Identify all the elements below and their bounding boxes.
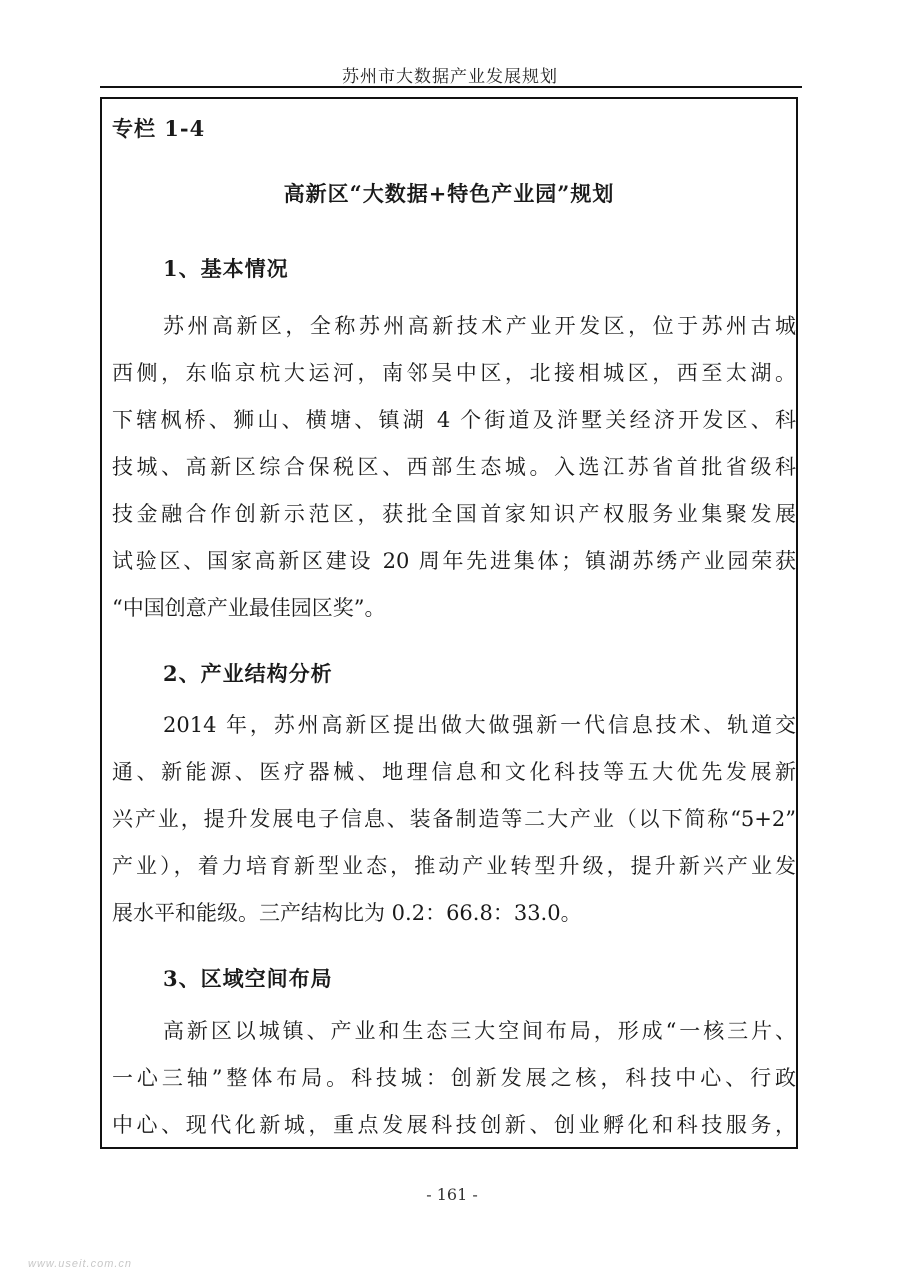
paragraph-line: “中国创意产业最佳园区奖”。 — [112, 596, 386, 620]
paragraph-line: 一心三轴”整体布局。科技城：创新发展之核，科技中心、行政 — [112, 1066, 796, 1090]
section-heading-layout: 3、区域空间布局 — [163, 966, 333, 991]
paragraph-line: 技城、高新区综合保税区、西部生态城。入选江苏省首批省级科 — [112, 455, 796, 479]
paragraph-line: 技金融合作创新示范区，获批全国首家知识产权服务业集聚发展 — [112, 502, 796, 526]
paragraph-line: 通、新能源、医疗器械、地理信息和文化科技等五大优先发展新 — [112, 760, 796, 784]
paragraph-line: 高新区以城镇、产业和生态三大空间布局，形成“一核三片、 — [163, 1019, 796, 1043]
section-heading-basic: 1、基本情况 — [163, 256, 289, 281]
box-title: 高新区“大数据+特色产业园”规划 — [283, 181, 615, 206]
watermark: www.useit.com.cn — [28, 1258, 133, 1270]
paragraph-line: 试验区、国家高新区建设 20 周年先进集体；镇湖苏绣产业园荣获 — [112, 549, 796, 573]
paragraph-line: 下辖枫桥、狮山、横塘、镇湖 4 个街道及浒墅关经济开发区、科 — [112, 408, 796, 432]
column-label: 专栏 1-4 — [112, 116, 206, 141]
header-rule — [100, 86, 802, 88]
paragraph-line: 中心、现代化新城，重点发展科技创新、创业孵化和科技服务， — [112, 1113, 796, 1137]
paragraph-line: 苏州高新区，全称苏州高新技术产业开发区，位于苏州古城 — [163, 314, 796, 338]
section-heading-structure: 2、产业结构分析 — [163, 661, 333, 686]
paragraph-line: 西侧，东临京杭大运河，南邻吴中区，北接相城区，西至太湖。 — [112, 361, 796, 385]
paragraph-line: 产业），着力培育新型业态，推动产业转型升级，提升新兴产业发 — [112, 854, 796, 878]
page-number: - 161 - — [426, 1185, 478, 1204]
paragraph-line: 2014 年，苏州高新区提出做大做强新一代信息技术、轨道交 — [163, 713, 796, 737]
paragraph-line: 展水平和能级。三产结构比为 0.2：66.8：33.0。 — [112, 901, 582, 925]
paragraph-line: 兴产业，提升发展电子信息、装备制造等二大产业（以下简称“5+2” — [112, 807, 796, 831]
running-header: 苏州市大数据产业发展规划 — [342, 67, 558, 87]
